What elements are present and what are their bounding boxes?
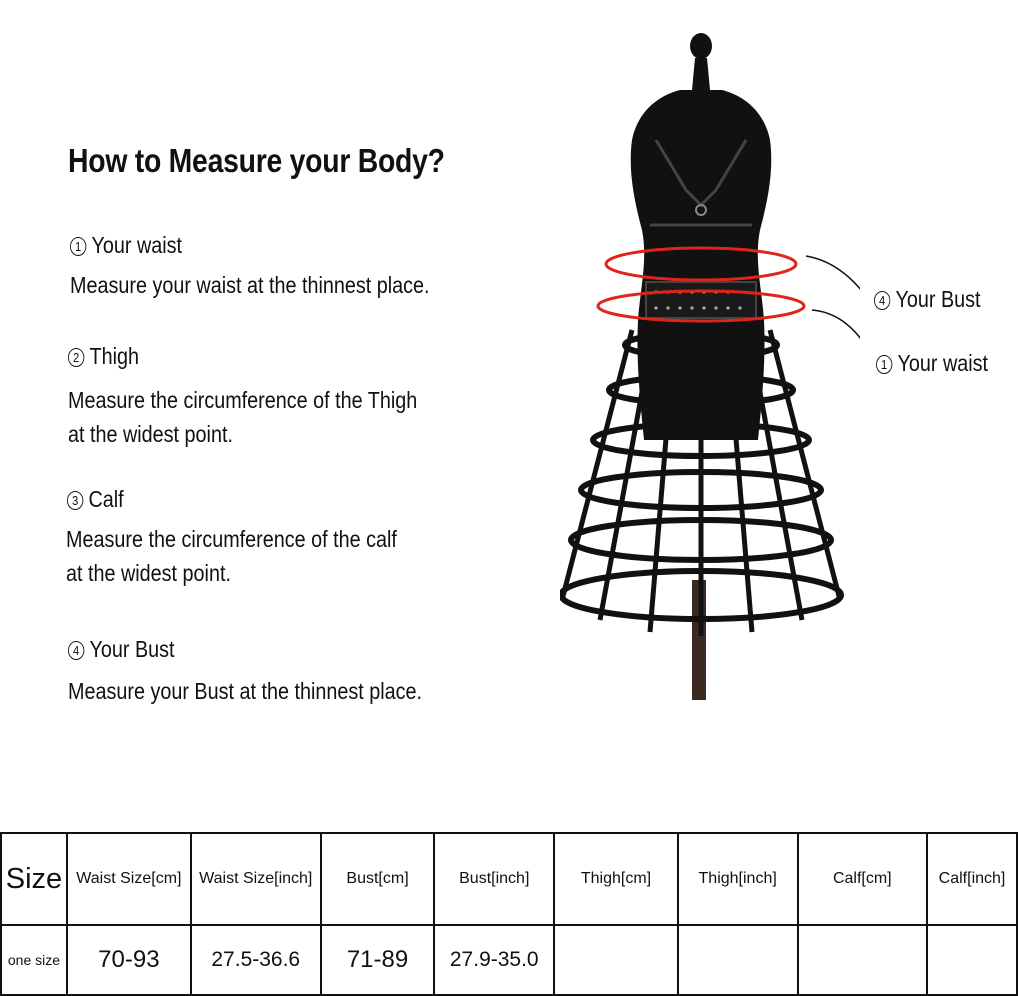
step-2-text-line-1: Measure the circumference of the Thigh	[68, 387, 418, 413]
header-bust-inch: Bust[inch]	[434, 833, 554, 925]
step-3-text	[66, 522, 451, 590]
header-thigh-cm: Thigh[cm]	[554, 833, 678, 925]
header-size: Size	[1, 833, 67, 925]
step-2-title-text: Thigh	[89, 343, 139, 369]
callout-bust-label: Your Bust	[895, 286, 981, 312]
header-waist-cm: Waist Size[cm]	[67, 833, 191, 925]
table-header-row	[1, 833, 1017, 925]
mannequin-head	[690, 33, 712, 59]
cell-waist-cm: 70-93	[67, 925, 191, 995]
step-4-title-text: Your Bust	[89, 636, 175, 662]
step-2-text-line-2: at the widest point.	[68, 421, 233, 447]
cell-size: one size	[1, 925, 67, 995]
callout-bust-marker: 4	[874, 291, 890, 310]
callout-waist-label: Your waist	[897, 350, 989, 376]
size-chart-table	[0, 832, 1018, 996]
step-1-marker: 1	[70, 237, 86, 256]
step-2-marker: 2	[68, 348, 84, 367]
cell-waist-inch: 27.5-36.6	[191, 925, 321, 995]
callout-waist-marker: 1	[876, 355, 892, 374]
mannequin-neck	[692, 58, 710, 90]
mannequin-cage-skirt-illustration	[560, 20, 860, 710]
cell-thigh-inch	[678, 925, 798, 995]
step-1-title	[70, 232, 200, 259]
step-3-title	[67, 486, 133, 513]
step-3-text-line-2: at the widest point.	[66, 560, 231, 586]
header-bust-cm: Bust[cm]	[321, 833, 435, 925]
cell-bust-inch: 27.9-35.0	[434, 925, 554, 995]
step-3-text-line-1: Measure the circumference of the calf	[66, 526, 397, 552]
pointer-arrows	[806, 256, 860, 346]
step-2-title	[68, 343, 151, 370]
callout-waist	[876, 350, 1006, 377]
page-title	[68, 142, 506, 180]
header-calf-cm: Calf[cm]	[798, 833, 928, 925]
cell-thigh-cm	[554, 925, 678, 995]
table-row	[1, 925, 1017, 995]
header-calf-inch: Calf[inch]	[927, 833, 1017, 925]
step-1-title-text: Your waist	[91, 232, 183, 258]
cell-calf-inch	[927, 925, 1017, 995]
step-4-marker: 4	[68, 641, 84, 660]
page-title-text: How to Measure your Body?	[68, 142, 445, 179]
step-4-text	[68, 674, 480, 708]
cell-bust-cm: 71-89	[321, 925, 435, 995]
cage-skirt-ribs	[562, 330, 840, 636]
step-1-text-line: Measure your waist at the thinnest place.	[70, 272, 430, 298]
step-4-text-line: Measure your Bust at the thinnest place.	[68, 678, 423, 704]
callout-bust	[874, 286, 998, 313]
waist-belt	[646, 282, 756, 318]
step-2-text	[68, 383, 474, 451]
cell-calf-cm	[798, 925, 928, 995]
step-3-marker: 3	[67, 491, 83, 510]
header-waist-inch: Waist Size[inch]	[191, 833, 321, 925]
header-thigh-inch: Thigh[inch]	[678, 833, 798, 925]
step-1-text	[70, 268, 488, 302]
step-3-title-text: Calf	[88, 486, 124, 512]
step-4-title	[68, 636, 192, 663]
